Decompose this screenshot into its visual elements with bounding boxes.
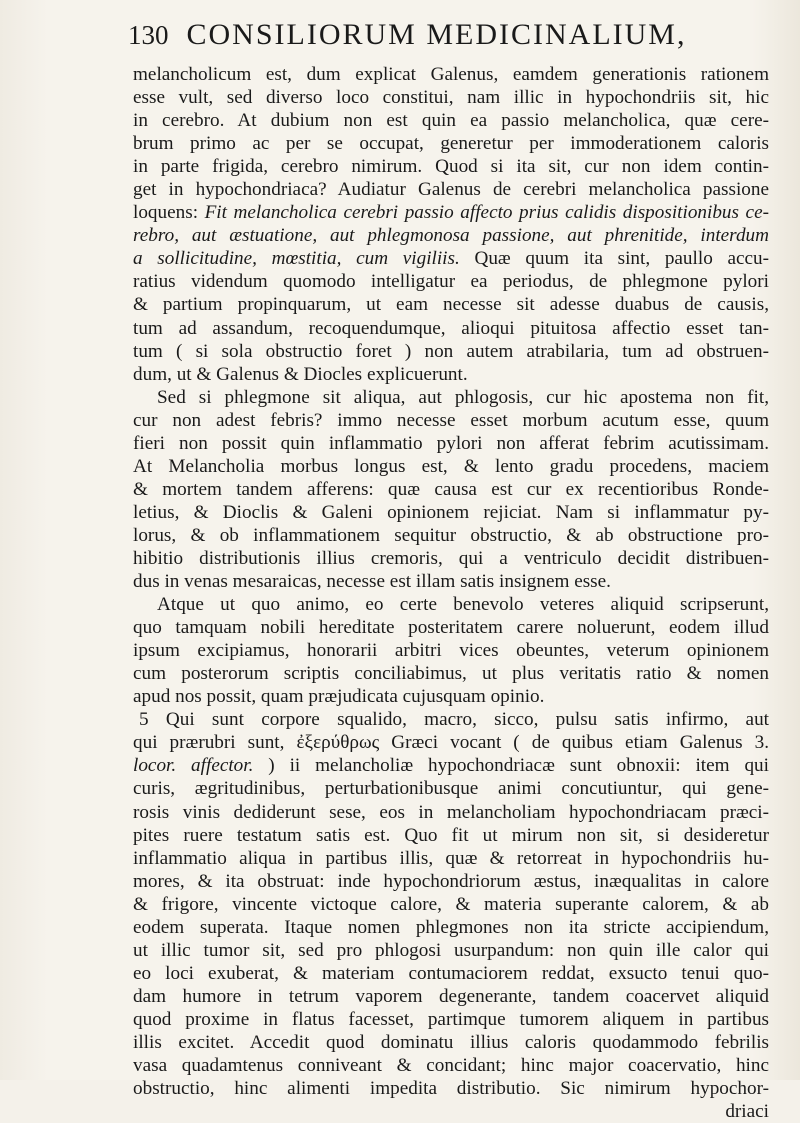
text-line: quo tamquam nobili hereditate posteritatem carere noluerunt, eodem illud — [133, 617, 769, 639]
text-line: locor. affector. ) ii melancholiæ hypochondriacæ sunt obnoxii: item qui — [133, 755, 769, 777]
text-line: rebro, aut æstuatione, aut phlegmonosa passione, aut phrenitide, interdum — [133, 225, 769, 247]
text-line: Atque ut quo animo, eo certe benevolo veteres aliquid scripserunt, — [157, 594, 769, 616]
text-line: loquens: Fit melancholica cerebri passio affecto prius calidis dispositionibus ce- — [133, 202, 769, 224]
text-line: cum posterorum scriptis conciliabimus, ut plus veritatis ratio & nomen — [133, 663, 769, 685]
page-number: 130 — [128, 20, 169, 50]
text-body — [133, 63, 769, 1123]
text-line: ipsum excipiamus, honorarii arbitri vices obeuntes, veterum opinionem — [133, 640, 769, 662]
text-line: eo loci exuberat, & materiam contumaciorem reddat, exsucto tenui quo- — [133, 962, 769, 984]
text-line: brum primo ac per se occupat, generetur per immoderationem caloris — [133, 133, 769, 155]
text-line: mores, & ita obstruat: inde hypochondriorum æstus, inæqualitas in calore — [133, 870, 769, 892]
text-line: cur non adest febris? immo necesse esset morbum acutum esse, quum — [133, 409, 769, 431]
running-title: CONSILIORUM MEDICINALIUM, — [186, 18, 687, 51]
text-line: dum, ut & Galenus & Diocles explicuerunt. — [133, 363, 468, 385]
text-line: lorus, & ob inflammationem sequitur obstructio, & ab obstructione pro- — [133, 524, 769, 546]
text-line: vasa quadamtenus conniveant & concidant; hinc major coacervatio, hinc — [133, 1055, 769, 1077]
text-line: At Melancholia morbus longus est, & lento gradu procedens, maciem — [133, 455, 769, 477]
text-line: tum ad assandum, recoquendumque, alioqui pituitosa affectio esset tan- — [133, 317, 769, 339]
text-line: pites ruere testatum satis est. Quo fit ut mirum non sit, si desideretur — [133, 824, 769, 846]
text-line: ratius videndum quomodo intelligatur ea periodus, de phlegmone pylori — [133, 271, 769, 293]
text-line: in cerebro. At dubium non est quin ea passio melancholica, quæ cere- — [133, 110, 769, 132]
text-line: curis, ægritudinibus, perturbationibusque animi concutiuntur, qui gene- — [133, 778, 769, 800]
text-line: hibitio distributionis illius cremoris, qui a ventriculo decidit distribuen- — [133, 547, 769, 569]
text-line: dam humore in tetrum vaporem degenerante, tandem coacervet aliquid — [133, 985, 769, 1007]
text-line: letius, & Dioclis & Galeni opinionem rejiciat. Nam si inflammatur py- — [133, 501, 769, 523]
text-line: tum ( si sola obstructio foret ) non autem atrabilaria, tum ad obstruen- — [133, 340, 769, 362]
text-line: 5 Qui sunt corpore squalido, macro, sicco, pulsu satis infirmo, aut — [139, 709, 769, 731]
catchword: driaci — [725, 1101, 769, 1123]
text-line: eodem superata. Itaque nomen phlegmones non ita stricte accipiendum, — [133, 916, 769, 938]
text-line: & frigore, vincente victoque calore, & materia superante calorem, & ab — [133, 893, 769, 915]
text-line: a sollicitudine, mœstitia, cum vigiliis. Quæ quum ita sint, paullo accu- — [133, 248, 769, 270]
text-line: illis excitet. Accedit quod dominatu illius caloris quodammodo febrilis — [133, 1031, 769, 1053]
text-line: & mortem tandem afferens: quæ causa est cur ex recentioribus Ronde- — [133, 478, 769, 500]
text-line: rosis vinis dediderunt sese, eos in melancholiam hypochondriacam præci- — [133, 801, 769, 823]
text-line: qui prærubri sunt, ἐξερύθρως Græci vocant ( de quibus etiam Galenus 3. — [133, 732, 769, 754]
text-line: Sed si phlegmone sit aliqua, aut phlogosis, cur hic apostema non fit, — [157, 386, 769, 408]
text-line: dus in venas mesaraicas, necesse est illam satis insignem esse. — [133, 571, 611, 593]
text-line: quod proxime in flatus facesset, partimque tumorem aliquem in partibus — [133, 1008, 769, 1030]
text-line: & partium propinquarum, ut eam necesse sit adesse duabus de causis, — [133, 294, 769, 316]
text-line: ut illic tumor sit, sed pro phlogosi usurpandum: non quin ille calor qui — [133, 939, 769, 961]
text-line: get in hypochondriaca? Audiatur Galenus de cerebri melancholica passione — [133, 179, 769, 201]
text-line: melancholicum est, dum explicat Galenus, eamdem generationis rationem — [133, 64, 769, 85]
text-line: apud nos possit, quam præjudicata cujusquam opinio. — [133, 686, 545, 708]
text-line: inflammatio aliqua in partibus illis, quæ & retorreat in hypochondriis hu- — [133, 847, 769, 869]
page-header — [128, 18, 710, 58]
text-line: esse vult, sed diverso loco constitui, nam illic in hypochondriis sit, hic — [133, 87, 769, 109]
text-line: fieri non possit quin inflammatio pylori non afferat febrim acutissimam. — [133, 432, 769, 454]
text-line: in parte frigida, cerebro nimirum. Quod si ita sit, cur non idem contin- — [133, 156, 769, 178]
text-line: obstructio, hinc alimenti impedita distributio. Sic nimirum hypochor- — [133, 1078, 769, 1100]
